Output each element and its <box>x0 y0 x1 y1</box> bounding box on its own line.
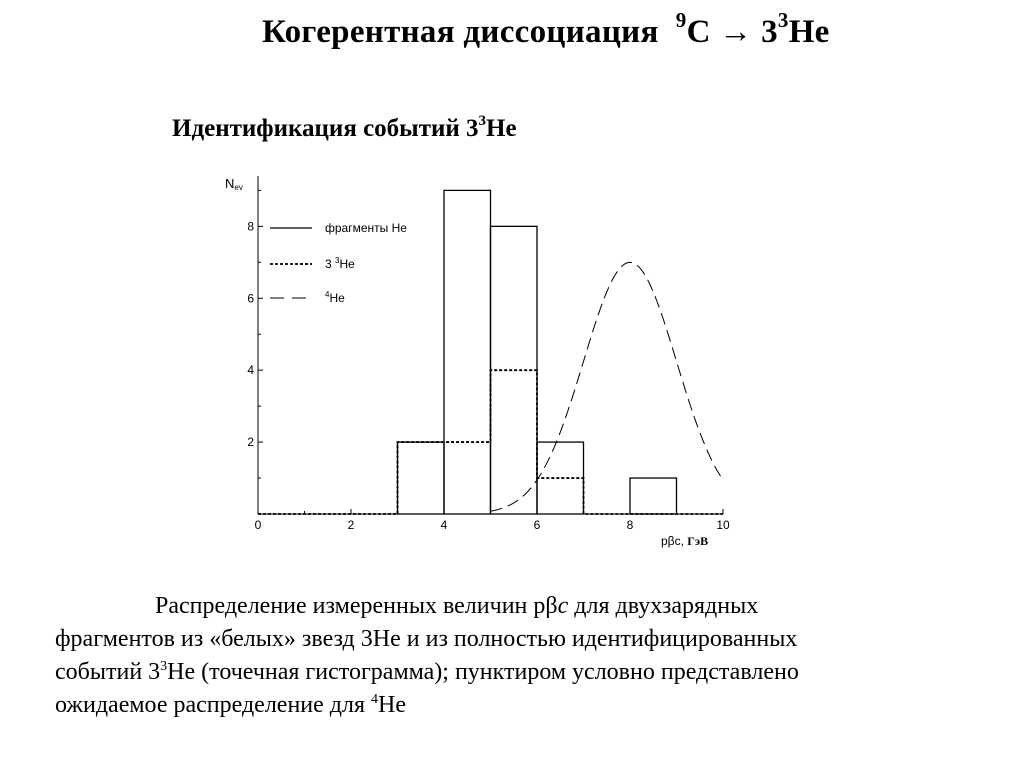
title-sup-9: 9 <box>675 8 687 32</box>
histogram-bar-0-6 <box>630 478 677 514</box>
chart-series <box>258 190 723 514</box>
caption-line-2: фрагментов из «белых» звезд 3He и из полностью идентифицированных <box>55 626 798 652</box>
caption-line-3: событий $3^3He$ (точечная гистограмма); пунктиром условно представлено <box>55 659 799 685</box>
x-tick-label-6: 6 <box>533 518 541 532</box>
series-dashed-line <box>491 262 724 511</box>
x-tick-label-0: 0 <box>254 518 262 532</box>
x-tick-label-4: 4 <box>440 518 448 532</box>
histogram-bar-0-1 <box>398 442 445 514</box>
subtitle-he: He <box>486 115 517 142</box>
legend-label-solid: фрагменты He <box>325 221 407 235</box>
chart-legend <box>270 221 407 305</box>
caption-line-4: ожидаемое распределение для $^4$He <box>55 692 407 718</box>
title-he: He <box>788 14 830 50</box>
caption-line-1: Распределение измеренных величин pβc для двухзарядных <box>155 593 759 619</box>
caption <box>55 590 955 722</box>
y-tick-label-6: 6 <box>247 291 254 306</box>
x-tick-label-8: 8 <box>626 518 634 532</box>
legend-label-dashed: $^4$He <box>325 290 345 305</box>
subtitle-sup: 3 <box>478 113 487 129</box>
y-tick-label-4: 4 <box>247 363 254 378</box>
x-tick-label-2: 2 <box>347 518 355 532</box>
legend-label-dotted: 3 $^3$He <box>325 256 355 271</box>
subtitle-text: Идентификация событий 3 <box>172 115 479 142</box>
x-tick-label-10: 10 <box>716 518 730 532</box>
chart-ticks <box>247 190 730 532</box>
histogram-bar-0-2 <box>444 190 491 514</box>
y-tick-label-2: 2 <box>247 435 254 450</box>
y-tick-label-8: 8 <box>247 219 254 234</box>
y-axis-label: Nev <box>225 176 243 192</box>
title-reaction: C → 3 <box>686 14 778 50</box>
title-text: Когерентная диссоциация <box>262 14 659 50</box>
title-sup-3: 3 <box>777 8 789 32</box>
x-axis-label: pβc, ГэВ <box>661 534 709 548</box>
